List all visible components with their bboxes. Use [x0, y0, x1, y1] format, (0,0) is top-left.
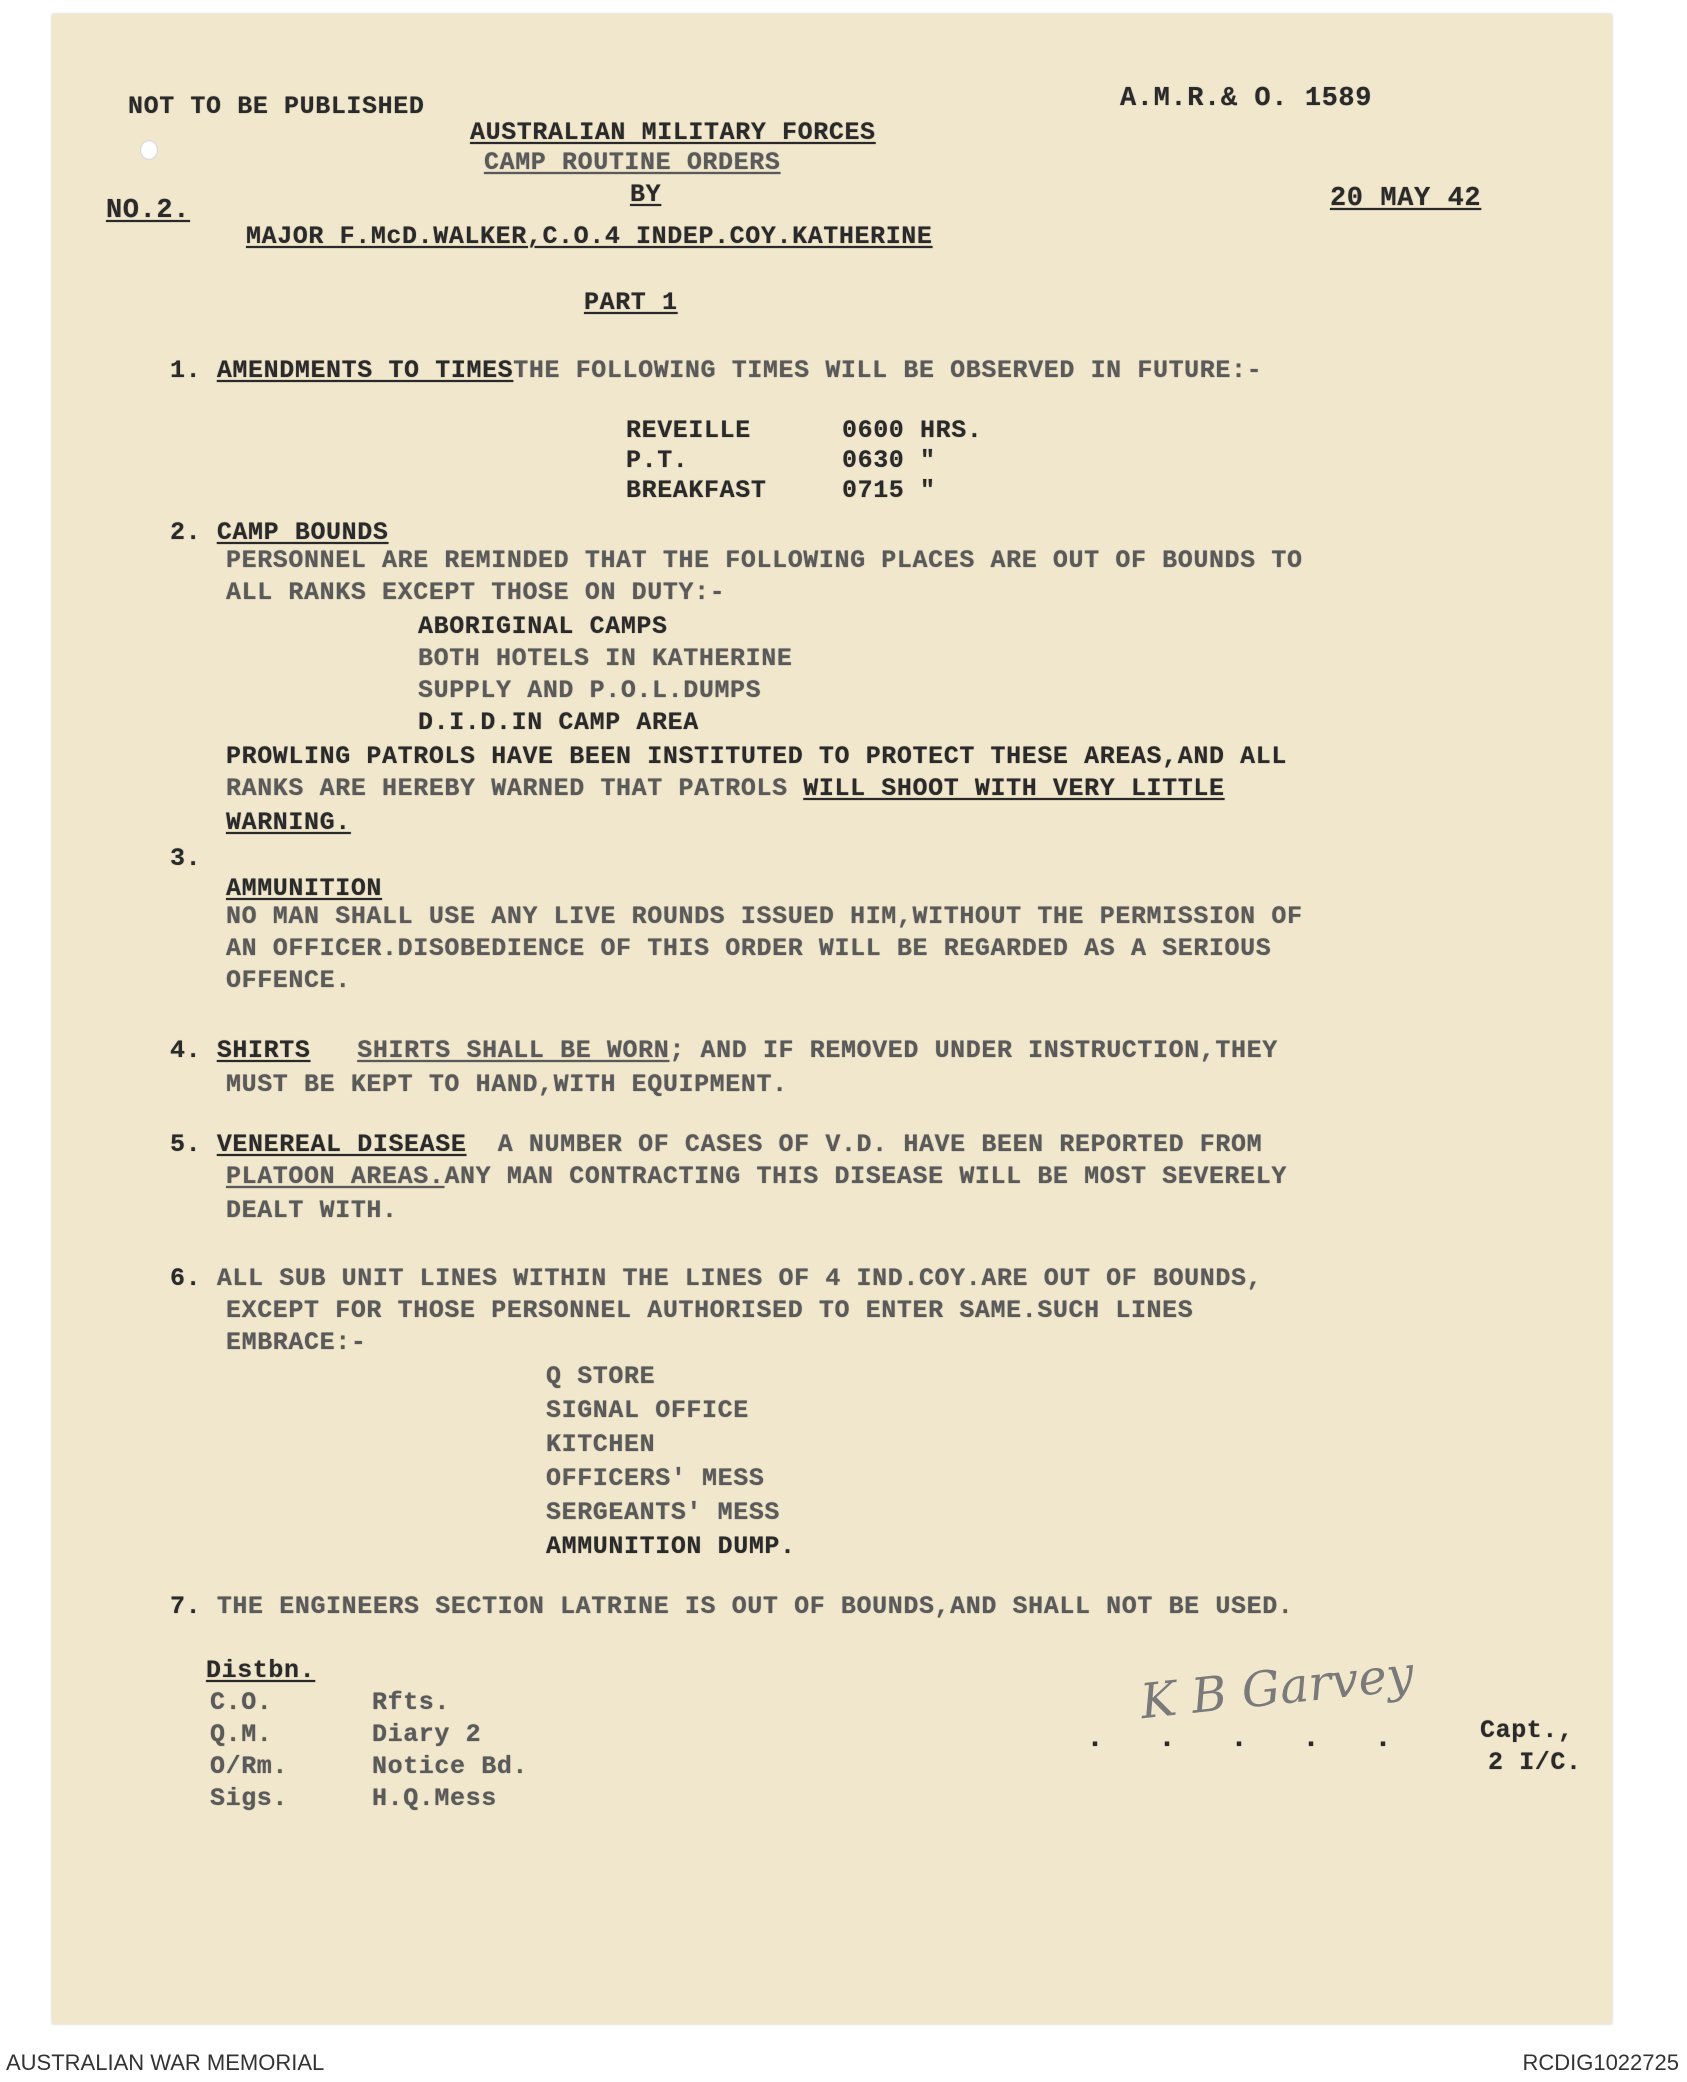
time-label: BREAKFAST — [626, 476, 767, 505]
place-item: Q STORE — [546, 1362, 656, 1391]
item-1 — [170, 356, 1262, 385]
item-text-part: ALL SUB UNIT LINES WITHIN THE LINES OF 4 IND.COY.ARE OUT OF BOUNDS, — [216, 1264, 1263, 1293]
part-heading: PART 1 — [584, 288, 678, 317]
archive-id: RCDIG1022725 — [1522, 2050, 1679, 2075]
by-line: BY — [630, 180, 662, 209]
time-value: 0715 " — [842, 476, 936, 505]
reference-number: A.M.R.& O. 1589 — [1120, 84, 1373, 114]
item-text-part: A NUMBER OF CASES OF V.D. HAVE BEEN REPORTED FROM — [497, 1130, 1263, 1159]
place-item: D.I.D.IN CAMP AREA — [418, 708, 699, 737]
item-text: DEALT WITH. — [226, 1196, 398, 1225]
orders-title: CAMP ROUTINE ORDERS — [484, 148, 781, 177]
item-text: WARNING. — [226, 808, 351, 837]
distribution-recipient: Notice Bd. — [372, 1752, 529, 1781]
distribution-heading: Distbn. — [206, 1656, 316, 1685]
item-text: OFFENCE. — [226, 966, 351, 995]
item-text-part: THE ENGINEERS SECTION LATRINE IS OUT OF BOUNDS,AND SHALL NOT BE USED. — [216, 1592, 1294, 1621]
time-value: 0600 HRS. — [842, 416, 983, 445]
item-text: EMBRACE:- — [226, 1328, 367, 1357]
officer-line: MAJOR F.McD.WALKER,C.O.4 INDEP.COY.KATHERINE — [246, 222, 933, 251]
item-text-part: SHIRTS SHALL BE WORN — [357, 1036, 670, 1065]
item-text — [226, 1162, 1287, 1191]
item-text: PERSONNEL ARE REMINDED THAT THE FOLLOWING PLACES ARE OUT OF BOUNDS TO — [226, 546, 1303, 575]
item-number: 5. — [170, 1130, 202, 1159]
item-text: MUST BE KEPT TO HAND,WITH EQUIPMENT. — [226, 1070, 788, 1099]
item-text-part: RANKS ARE HEREBY WARNED THAT PATROLS — [226, 774, 804, 803]
forces-title: AUSTRALIAN MILITARY FORCES — [470, 118, 876, 147]
item-4 — [170, 1036, 1278, 1065]
place-item: BOTH HOTELS IN KATHERINE — [418, 644, 793, 673]
item-number: 2. — [170, 518, 202, 547]
item-heading: SHIRTS — [216, 1036, 311, 1065]
order-date: 20 MAY 42 — [1330, 184, 1482, 214]
item-text: PROWLING PATROLS HAVE BEEN INSTITUTED TO PROTECT THESE AREAS,AND ALL — [226, 742, 1287, 771]
item-5 — [170, 1130, 1262, 1159]
item-6 — [170, 1264, 1262, 1293]
item-number: 3. — [170, 844, 202, 873]
item-text-part: PLATOON AREAS. — [226, 1162, 445, 1191]
item-7 — [170, 1592, 1293, 1621]
place-item: OFFICERS' MESS — [546, 1464, 765, 1493]
item-text: THE FOLLOWING TIMES WILL BE OBSERVED IN FUTURE:- — [513, 356, 1263, 385]
item-heading: AMENDMENTS TO TIMES — [216, 356, 514, 385]
signature-dots: . . . . . — [1086, 1722, 1411, 1756]
order-number: NO.2. — [106, 196, 191, 226]
time-value: 0630 " — [842, 446, 936, 475]
item-heading: AMMUNITION — [226, 874, 383, 903]
place-item: AMMUNITION DUMP. — [546, 1532, 796, 1561]
place-item: SUPPLY AND P.O.L.DUMPS — [418, 676, 762, 705]
item-number: 7. — [170, 1592, 202, 1621]
item-text-part: ; AND IF REMOVED UNDER INSTRUCTION,THEY — [669, 1036, 1278, 1065]
distribution-recipient: H.Q.Mess — [372, 1784, 497, 1813]
punch-hole — [140, 140, 158, 160]
place-item: ABORIGINAL CAMPS — [418, 612, 668, 641]
signatory-rank: Capt., — [1480, 1716, 1574, 1745]
distribution-recipient: C.O. — [210, 1688, 273, 1717]
distribution-recipient: Sigs. — [210, 1784, 289, 1813]
item-number: 1. — [170, 356, 202, 385]
item-text: ALL RANKS EXCEPT THOSE ON DUTY:- — [226, 578, 726, 607]
item-heading: CAMP BOUNDS — [216, 518, 389, 547]
restriction-label: NOT TO BE PUBLISHED — [128, 92, 425, 121]
archive-credit: AUSTRALIAN WAR MEMORIAL — [6, 2050, 325, 2075]
distribution-recipient: Rfts. — [372, 1688, 451, 1717]
warning-emphasis: WILL SHOOT WITH VERY LITTLE — [803, 774, 1225, 803]
distribution-recipient: Q.M. — [210, 1720, 273, 1749]
item-number: 6. — [170, 1264, 202, 1293]
signatory-role: 2 I/C. — [1488, 1748, 1582, 1777]
item-text — [226, 774, 1225, 803]
place-item: SIGNAL OFFICE — [546, 1396, 749, 1425]
item-number: 4. — [170, 1036, 202, 1065]
distribution-recipient: Diary 2 — [372, 1720, 482, 1749]
time-label: REVEILLE — [626, 416, 751, 445]
time-label: P.T. — [626, 446, 689, 475]
item-text: NO MAN SHALL USE ANY LIVE ROUNDS ISSUED HIM,WITHOUT THE PERMISSION OF — [226, 902, 1303, 931]
item-text-part: ANY MAN CONTRACTING THIS DISEASE WILL BE MOST SEVERELY — [444, 1162, 1287, 1191]
handwritten-signature: K B Garvey — [1137, 1645, 1417, 1731]
item-2-heading-line — [170, 518, 388, 547]
place-item: KITCHEN — [546, 1430, 656, 1459]
item-text: EXCEPT FOR THOSE PERSONNEL AUTHORISED TO ENTER SAME.SUCH LINES — [226, 1296, 1194, 1325]
place-item: SERGEANTS' MESS — [546, 1498, 781, 1527]
item-heading: VENEREAL DISEASE — [216, 1130, 467, 1159]
distribution-recipient: O/Rm. — [210, 1752, 289, 1781]
item-text: AN OFFICER.DISOBEDIENCE OF THIS ORDER WILL BE REGARDED AS A SERIOUS — [226, 934, 1272, 963]
